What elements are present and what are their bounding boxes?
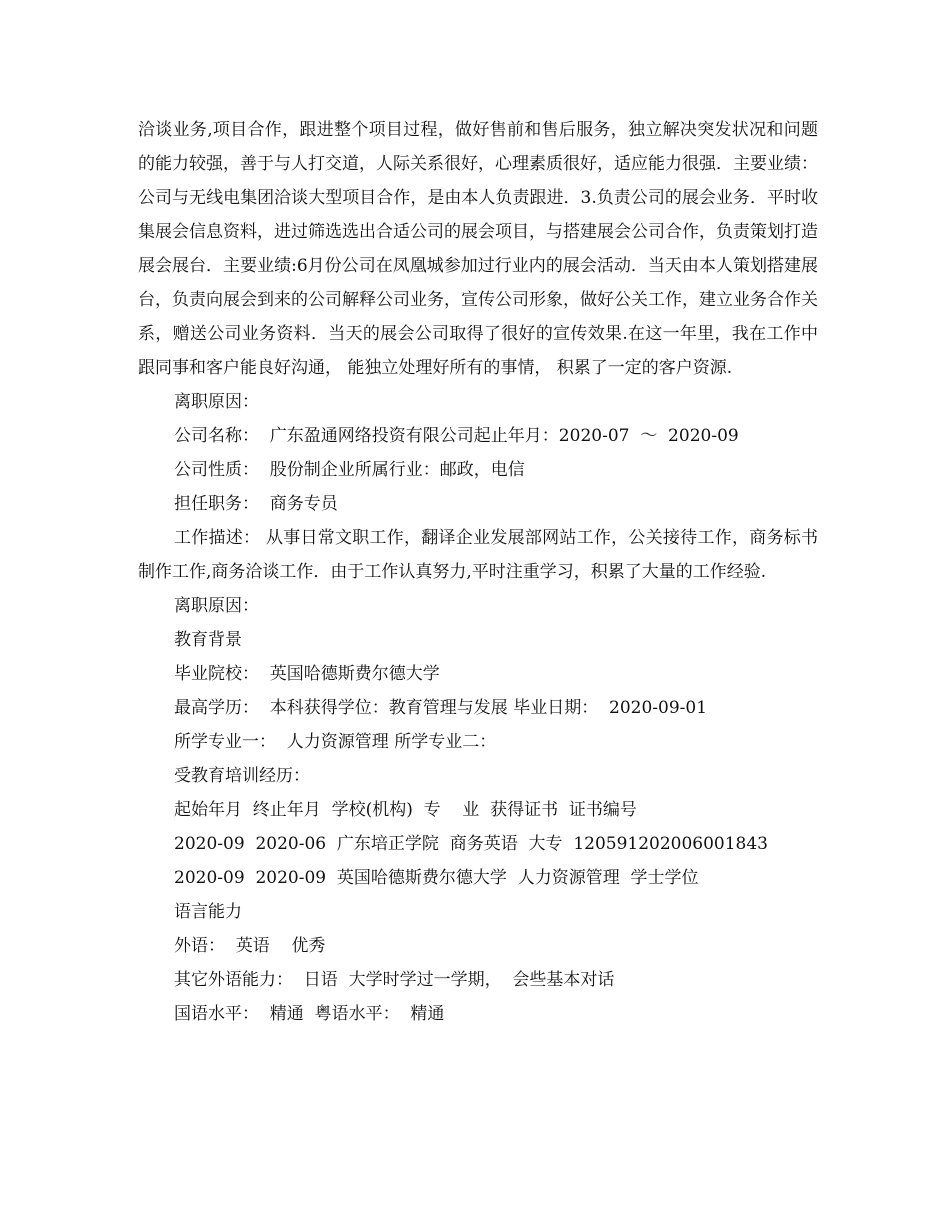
mandarin-cantonese-line: 国语水平： 精通 粤语水平： 精通 bbox=[174, 1004, 445, 1024]
highest-degree-line: 最高学历： 本科获得学位：教育管理与发展 毕业日期： 2020-09-01 bbox=[174, 698, 708, 718]
job-description: 工作描述： 从事日常文职工作，翻译企业发展部网站工作，公关接待工作，商务标书制作工作,商务洽谈工作．由于工作认真努力,平时注重学习，积累了大量的工作经验. bbox=[138, 528, 818, 582]
training-row-1: 2020-09 2020-06 广东培正学院 商务英语 大专 120591202006001843 bbox=[174, 834, 769, 854]
position-line: 担任职务： 商务专员 bbox=[174, 494, 338, 514]
other-language-line: 其它外语能力： 日语 大学时学过一学期， 会些基本对话 bbox=[174, 970, 615, 990]
company-type-line: 公司性质： 股份制企业所属行业：邮政，电信 bbox=[174, 460, 525, 480]
leave-reason-2: 离职原因： bbox=[174, 596, 259, 616]
training-heading: 受教育培训经历： bbox=[174, 766, 310, 786]
training-header-row: 起始年月 终止年月 学校(机构) 专 业 获得证书 证书编号 bbox=[174, 800, 637, 820]
majors-line: 所学专业一： 人力资源管理 所学专业二： bbox=[174, 732, 497, 752]
training-row-2: 2020-09 2020-09 英国哈德斯费尔德大学 人力资源管理 学士学位 bbox=[174, 868, 699, 888]
school-line: 毕业院校： 英国哈德斯费尔德大学 bbox=[174, 664, 440, 684]
foreign-language-line: 外语： 英语 优秀 bbox=[174, 936, 326, 956]
education-heading: 教育背景 bbox=[174, 630, 242, 650]
leave-reason-1: 离职原因： bbox=[174, 392, 259, 412]
intro-paragraph: 洽谈业务,项目合作，跟进整个项目过程，做好售前和售后服务，独立解决突发状况和问题的能力较强，善于与人打交道，人际关系很好，心理素质很好，适应能力很强．主要业绩：公司与无线电集团洽谈大型项目合作，是由本人负责跟进．3.负责公司的展会业务．平时收集展会信息资料，进过筛选选出合适公司的展会项目，与搭建展会公司合作，负责策划打造展会展台．主要业绩:6月份公司在凤凰城参加过行业内的展会活动．当天由本人策划搭建展台，负责向展会到来的公司解释公司业务，宣传公司形象，做好公关工作，建立业务合作关系，赠送公司业务资料．当天的展会公司取得了很好的宣传效果.在这一年里，我在工作中跟同事和客户能良好沟通， 能独立处理好所有的事情， 积累了一定的客户资源. bbox=[138, 120, 818, 378]
document-body bbox=[138, 113, 818, 1031]
company-name-line: 公司名称： 广东盈通网络投资有限公司起止年月：2020-07 ～ 2020-09 bbox=[174, 426, 739, 446]
language-heading: 语言能力 bbox=[174, 902, 242, 922]
